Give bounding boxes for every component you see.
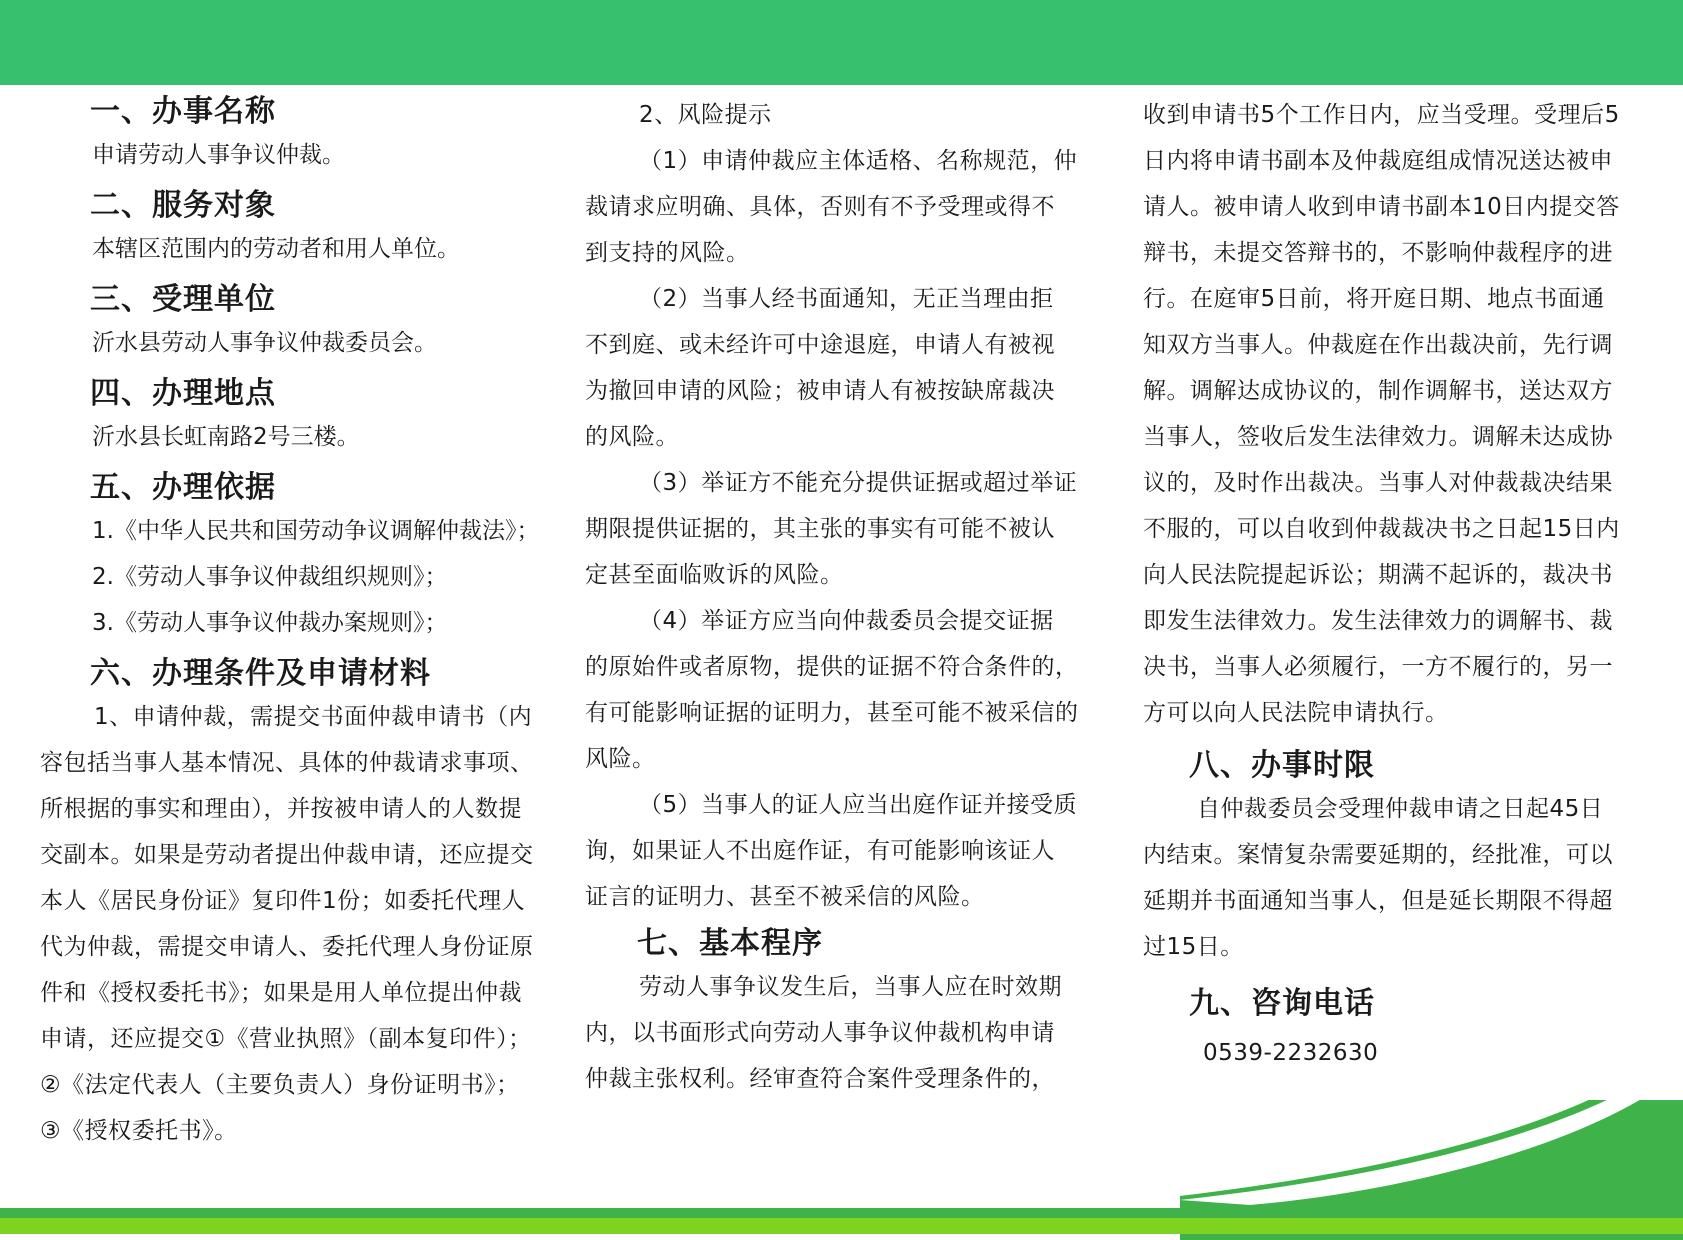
text-line: 日内将申请书副本及仲裁庭组成情况送达被申 — [1143, 148, 1613, 174]
section-title: 三、受理单位 — [90, 282, 276, 317]
text-line: 不到庭、或未经许可中途退庭，申请人有被视 — [585, 332, 1055, 358]
risk-paragraph-1 — [585, 138, 1085, 276]
procedure-continued — [1143, 92, 1623, 736]
section-title: 八、办事时限 — [1189, 748, 1375, 783]
risk-paragraph-5 — [585, 782, 1085, 920]
section-conditions-materials — [40, 654, 560, 1154]
text-line: 知双方当事人。仲裁庭在作出裁决前，先行调 — [1143, 332, 1613, 358]
text-line: 过15日。 — [1143, 934, 1244, 960]
text-line: 向人民法院提起诉讼；期满不起诉的，裁决书 — [1143, 562, 1613, 588]
top-banner-band — [0, 0, 1683, 85]
text-line: （5）当事人的证人应当出庭作证并接受质 — [639, 792, 1078, 818]
text-line: 议的，及时作出裁决。当事人对仲裁裁决结果 — [1143, 470, 1613, 496]
section-title: 二、服务对象 — [90, 188, 276, 223]
column-right — [1143, 92, 1623, 1076]
section-title: 六、办理条件及申请材料 — [90, 656, 431, 691]
section-title: 九、咨询电话 — [1189, 986, 1375, 1021]
text-line: （4）举证方应当向仲裁委员会提交证据 — [639, 608, 1054, 634]
text-line: 所根据的事实和理由），并按被申请人的人数提 — [40, 796, 522, 822]
text-line: 仲裁主张权利。经审查符合案件受理条件的， — [585, 1066, 1055, 1092]
text-line: 自仲裁委员会受理仲裁申请之日起45日 — [1197, 796, 1604, 822]
text-line: 件和《授权委托书》；如果是用人单位提出仲裁 — [40, 980, 522, 1006]
text-line: 交副本。如果是劳动者提出仲裁申请，还应提交 — [40, 842, 534, 868]
text-line: 行。在庭审5日前，将开庭日期、地点书面通 — [1143, 286, 1605, 312]
text-line: 不服的，可以自收到仲裁裁决书之日起15日内 — [1143, 516, 1620, 542]
section-text: 沂水县长虹南路2号三楼。 — [92, 424, 360, 450]
text-line: ②《法定代表人（主要负责人）身份证明书》； — [40, 1072, 520, 1098]
column-middle — [585, 92, 1085, 1102]
text-line: 期限提供证据的，其主张的事实有可能不被认 — [585, 516, 1055, 542]
section-title: 四、办理地点 — [90, 376, 276, 411]
section-basic-procedure — [585, 924, 1085, 1102]
section-title: 一、办事名称 — [90, 94, 276, 129]
text-line: 内，以书面形式向劳动人事争议仲裁机构申请 — [585, 1020, 1055, 1046]
green-stripe — [0, 1208, 1683, 1218]
list-item: 3.《劳动人事争议仲裁办案规则》； — [92, 610, 448, 636]
text-line: 的原始件或者原物，提供的证据不符合条件的， — [585, 654, 1079, 680]
text-line: 风险。 — [585, 746, 656, 772]
risk-paragraph-3 — [585, 460, 1085, 598]
text-line: 辩书，未提交答辩书的，不影响仲裁程序的进 — [1143, 240, 1613, 266]
text-line: ③《授权委托书》。 — [40, 1118, 238, 1144]
text-line: 即发生法律效力。发生法律效力的调解书、裁 — [1143, 608, 1613, 634]
risk-paragraph-4 — [585, 598, 1085, 782]
text-line: 收到申请书5个工作日内，应当受理。受理后5 — [1143, 102, 1620, 128]
text-line: （3）举证方不能充分提供证据或超过举证 — [639, 470, 1078, 496]
risk-title: 2、风险提示 — [639, 102, 772, 128]
section-service-target — [40, 186, 560, 272]
section-consult-phone — [1143, 984, 1623, 1076]
lime-stripe — [0, 1218, 1683, 1234]
section-title: 七、基本程序 — [637, 926, 823, 961]
phone-number: 0539-2232630 — [1203, 1040, 1379, 1066]
text-line: 方可以向人民法院申请执行。 — [1143, 700, 1449, 726]
bottom-decoration — [0, 1100, 1683, 1240]
text-line: 裁请求应明确、具体，否则有不予受理或得不 — [585, 194, 1055, 220]
section-accepting-unit — [40, 280, 560, 366]
risk-paragraph-2 — [585, 276, 1085, 460]
text-line: 为撤回申请的风险；被申请人有被按缺席裁决 — [585, 378, 1055, 404]
text-line: 延期并书面通知当事人，但是延长期限不得超 — [1143, 888, 1613, 914]
text-line: 到支持的风险。 — [585, 240, 750, 266]
text-line: 请人。被申请人收到申请书副本10日内提交答 — [1143, 194, 1620, 220]
list-item: 1.《中华人民共和国劳动争议调解仲裁法》； — [92, 518, 540, 544]
text-line: 申请，还应提交①《营业执照》（副本复印件）； — [40, 1026, 532, 1052]
text-line: 解。调解达成协议的，制作调解书，送达双方 — [1143, 378, 1613, 404]
section-legal-basis — [40, 468, 560, 646]
text-line: 定甚至面临败诉的风险。 — [585, 562, 844, 588]
text-line: 1、申请仲裁，需提交书面仲裁申请书（内 — [94, 704, 533, 730]
section-title: 五、办理依据 — [90, 470, 276, 505]
section-text: 本辖区范围内的劳动者和用人单位。 — [92, 236, 460, 262]
text-line: 内结束。案情复杂需要延期的，经批准，可以 — [1143, 842, 1613, 868]
section-service-name — [40, 92, 560, 178]
section-time-limit — [1143, 746, 1623, 970]
section-text: 申请劳动人事争议仲裁。 — [92, 142, 345, 168]
text-line: （2）当事人经书面通知，无正当理由拒 — [639, 286, 1054, 312]
text-line: 证言的证明力、甚至不被采信的风险。 — [585, 884, 985, 910]
text-line: （1）申请仲裁应主体适格、名称规范，仲 — [639, 148, 1078, 174]
text-line: 本人《居民身份证》复印件1份；如委托代理人 — [40, 888, 526, 914]
text-line: 决书，当事人必须履行，一方不履行的，另一 — [1143, 654, 1613, 680]
text-line: 有可能影响证据的证明力，甚至可能不被采信的 — [585, 700, 1079, 726]
section-location — [40, 374, 560, 460]
text-line: 的风险。 — [585, 424, 679, 450]
text-line: 劳动人事争议发生后，当事人应在时效期 — [639, 974, 1062, 1000]
column-left — [40, 92, 560, 1154]
text-line: 当事人，签收后发生法律效力。调解未达成协 — [1143, 424, 1613, 450]
text-line: 代为仲裁，需提交申请人、委托代理人身份证原 — [40, 934, 534, 960]
text-line: 容包括当事人基本情况、具体的仲裁请求事项、 — [40, 750, 534, 776]
text-line: 询，如果证人不出庭作证，有可能影响该证人 — [585, 838, 1055, 864]
list-item: 2.《劳动人事争议仲裁组织规则》； — [92, 564, 448, 590]
section-text: 沂水县劳动人事争议仲裁委员会。 — [92, 330, 437, 356]
